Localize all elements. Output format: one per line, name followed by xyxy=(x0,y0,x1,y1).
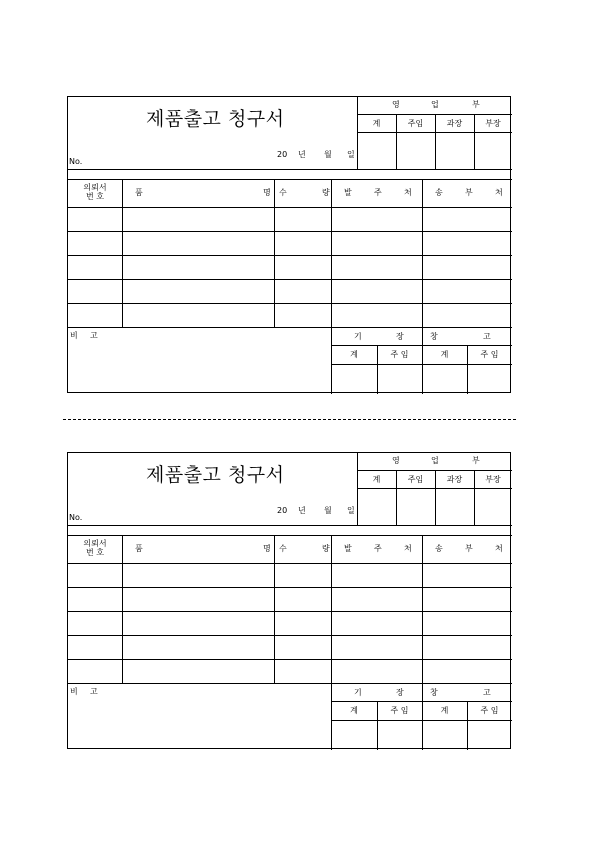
divider xyxy=(68,179,512,180)
approval-role: 과장 xyxy=(446,119,463,128)
approval-role: 부장 xyxy=(485,119,501,128)
date-year-label: 년 xyxy=(298,506,306,515)
section-label: 창 xyxy=(430,688,438,697)
header-orderer: 주 xyxy=(374,188,382,197)
header-recipient: 처 xyxy=(495,188,503,197)
table-row xyxy=(68,327,512,328)
approval-role: 계 xyxy=(350,350,358,359)
section-label: 창 xyxy=(430,332,438,341)
table-row xyxy=(68,207,512,208)
sales-dept-heading: 업 xyxy=(431,100,439,109)
divider xyxy=(122,535,123,683)
table-row xyxy=(68,279,512,280)
table-row xyxy=(68,587,512,588)
header-quantity: 수 xyxy=(279,188,287,197)
divider xyxy=(68,535,512,536)
divider xyxy=(274,535,275,683)
divider xyxy=(331,364,512,365)
table-row xyxy=(68,303,512,304)
date-day-label: 일 xyxy=(347,150,355,159)
sales-dept-heading: 부 xyxy=(472,456,480,465)
remarks-label: 비 xyxy=(70,687,78,696)
approval-role: 계 xyxy=(372,475,381,484)
section-label: 기 xyxy=(354,688,362,697)
section-label: 장 xyxy=(396,688,404,697)
header-item-name: 명 xyxy=(263,188,271,197)
date-year-prefix: 20 xyxy=(277,506,288,515)
header-item-name: 품 xyxy=(135,188,143,197)
header-orderer: 처 xyxy=(404,188,412,197)
sales-dept-heading: 부 xyxy=(472,100,480,109)
header-request-no: 의뢰서 번 호 xyxy=(83,183,107,201)
approval-role: 주임 xyxy=(407,475,424,484)
divider xyxy=(357,97,358,169)
sales-dept-heading: 업 xyxy=(431,456,439,465)
approval-role: 과장 xyxy=(446,475,463,484)
request-form-top xyxy=(67,96,511,393)
header-item-name: 품 xyxy=(135,544,143,553)
section-label: 고 xyxy=(483,332,491,341)
no-label: No. xyxy=(69,157,83,166)
divider xyxy=(357,453,358,525)
header-orderer: 주 xyxy=(374,544,382,553)
header-quantity: 량 xyxy=(322,544,330,553)
date-year-label: 년 xyxy=(298,150,306,159)
table-row xyxy=(68,683,512,684)
approval-role: 계 xyxy=(372,119,381,128)
header-item-name: 명 xyxy=(263,544,271,553)
sales-dept-heading: 영 xyxy=(392,456,400,465)
divider xyxy=(122,179,123,327)
section-label: 고 xyxy=(483,688,491,697)
divider xyxy=(331,345,512,346)
no-label: No. xyxy=(69,513,83,522)
header-recipient: 처 xyxy=(495,544,503,553)
divider xyxy=(274,179,275,327)
approval-role: 계 xyxy=(350,706,358,715)
divider xyxy=(422,179,423,394)
header-quantity: 수 xyxy=(279,544,287,553)
approval-role: 주 임 xyxy=(480,350,499,359)
table-row xyxy=(68,659,512,660)
header-request-no: 의뢰서 번 호 xyxy=(83,539,107,557)
divider xyxy=(422,535,423,750)
form-title: 제품출고 청구서 xyxy=(146,108,285,130)
date-month-label: 월 xyxy=(324,506,332,515)
table-row xyxy=(68,563,512,564)
header-recipient: 부 xyxy=(465,544,473,553)
approval-role: 부장 xyxy=(485,475,501,484)
header-recipient: 송 xyxy=(435,188,443,197)
divider xyxy=(331,535,332,750)
form-title: 제품출고 청구서 xyxy=(146,464,285,486)
cut-line xyxy=(63,419,516,420)
section-label: 장 xyxy=(396,332,404,341)
approval-role: 주 임 xyxy=(390,350,409,359)
divider xyxy=(68,169,512,170)
table-row xyxy=(68,255,512,256)
header-recipient: 송 xyxy=(435,544,443,553)
remarks-label: 고 xyxy=(90,331,98,340)
remarks-label: 비 xyxy=(70,331,78,340)
sales-dept-heading: 영 xyxy=(392,100,400,109)
request-form-bottom xyxy=(67,452,511,749)
table-row xyxy=(68,635,512,636)
approval-role: 주 임 xyxy=(480,706,499,715)
approval-role: 주 임 xyxy=(390,706,409,715)
divider xyxy=(331,179,332,394)
approval-role: 계 xyxy=(440,706,449,715)
remarks-label: 고 xyxy=(90,687,98,696)
divider xyxy=(331,720,512,721)
date-year-prefix: 20 xyxy=(277,150,288,159)
header-recipient: 부 xyxy=(465,188,473,197)
header-orderer: 발 xyxy=(344,188,352,197)
date-month-label: 월 xyxy=(324,150,332,159)
table-row xyxy=(68,611,512,612)
approval-role: 계 xyxy=(440,350,449,359)
header-orderer: 발 xyxy=(344,544,352,553)
table-row xyxy=(68,231,512,232)
approval-role: 주임 xyxy=(407,119,424,128)
header-orderer: 처 xyxy=(404,544,412,553)
section-label: 기 xyxy=(354,332,362,341)
header-quantity: 량 xyxy=(322,188,330,197)
divider xyxy=(331,701,512,702)
divider xyxy=(68,525,512,526)
date-day-label: 일 xyxy=(347,506,355,515)
